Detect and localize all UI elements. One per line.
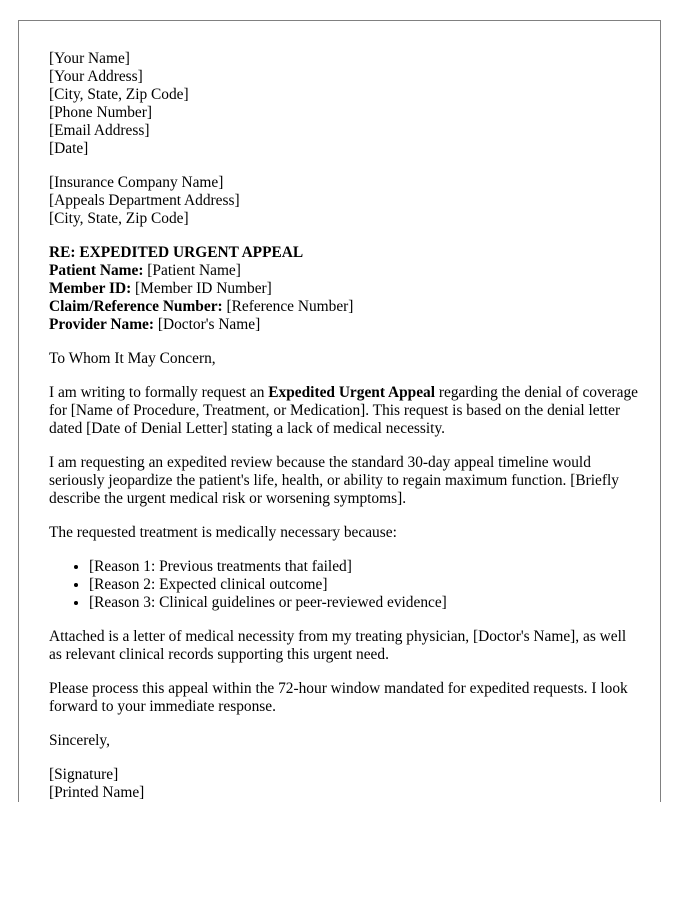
claim-number-line <box>49 298 639 316</box>
paragraph-closing-request: Please process this appeal within the 72-hour window mandated for expedited requests. I look forward to your immediate response. <box>49 680 628 715</box>
reasons-list <box>49 558 639 612</box>
recipient-city-state-zip: [City, State, Zip Code] <box>49 210 189 227</box>
paragraph-request-intro: I am writing to formally request an <box>49 384 269 401</box>
patient-name-line <box>49 262 639 280</box>
letter-date: [Date] <box>49 140 89 157</box>
paragraph-request-emphasis: Expedited Urgent Appeal <box>268 384 436 401</box>
recipient-company: [Insurance Company Name] <box>49 174 224 191</box>
letter-content <box>49 50 639 802</box>
paragraph-expedited-reason: I am requesting an expedited review because the standard 30-day appeal timeline would seriously jeopardize the patient's life, health, or ability to regain maximum function. [Briefly describe the urgent medical risk or worsening symptoms]. <box>49 454 619 507</box>
claim-number-label: Claim/Reference Number: <box>49 298 223 315</box>
member-id-line <box>49 280 639 298</box>
list-item: • [Reason 2: Expected clinical outcome] <box>89 576 639 594</box>
paragraph-attachments: Attached is a letter of medical necessity from my treating physician, [Doctor's Name], as well as relevant clinical records supporting this urgent need. <box>49 628 627 663</box>
paragraph-request-rest: regarding the denial of coverage for [Name of Procedure, Treatment, or Medication]. This request is based on the denial letter dated [Date of Denial Letter] stating a lack of medical necessity. <box>49 384 638 437</box>
re-line-text: RE: EXPEDITED URGENT APPEAL <box>49 244 304 261</box>
sender-email: [Email Address] <box>49 122 150 139</box>
paragraph-necessity: The requested treatment is medically necessary because: <box>49 524 397 541</box>
sender-address: [Your Address] <box>49 68 143 85</box>
sender-phone: [Phone Number] <box>49 104 153 121</box>
printed-name-line: [Printed Name] <box>49 784 145 801</box>
re-line <box>49 244 639 262</box>
sender-name: [Your Name] <box>49 50 130 67</box>
provider-name-label: Provider Name: <box>49 316 154 333</box>
provider-name-line <box>49 316 639 334</box>
claim-number-value: [Reference Number] <box>222 298 354 315</box>
sender-city-state-zip: [City, State, Zip Code] <box>49 86 189 103</box>
signature-line: [Signature] <box>49 766 119 783</box>
member-id-label: Member ID: <box>49 280 132 297</box>
recipient-address: [Appeals Department Address] <box>49 192 240 209</box>
recipient-block <box>49 174 639 228</box>
list-item: • [Reason 1: Previous treatments that failed] <box>89 558 639 576</box>
reference-block <box>49 244 639 334</box>
salutation: To Whom It May Concern, <box>49 350 216 367</box>
letter-page <box>18 20 661 802</box>
paragraph-request <box>49 384 639 438</box>
signature-block <box>49 766 639 802</box>
patient-name-value: [Patient Name] <box>143 262 241 279</box>
sender-block <box>49 50 639 158</box>
provider-name-value: [Doctor's Name] <box>154 316 261 333</box>
member-id-value: [Member ID Number] <box>131 280 272 297</box>
closing: Sincerely, <box>49 732 110 749</box>
list-item: • [Reason 3: Clinical guidelines or peer-reviewed evidence] <box>89 594 639 612</box>
patient-name-label: Patient Name: <box>49 262 144 279</box>
